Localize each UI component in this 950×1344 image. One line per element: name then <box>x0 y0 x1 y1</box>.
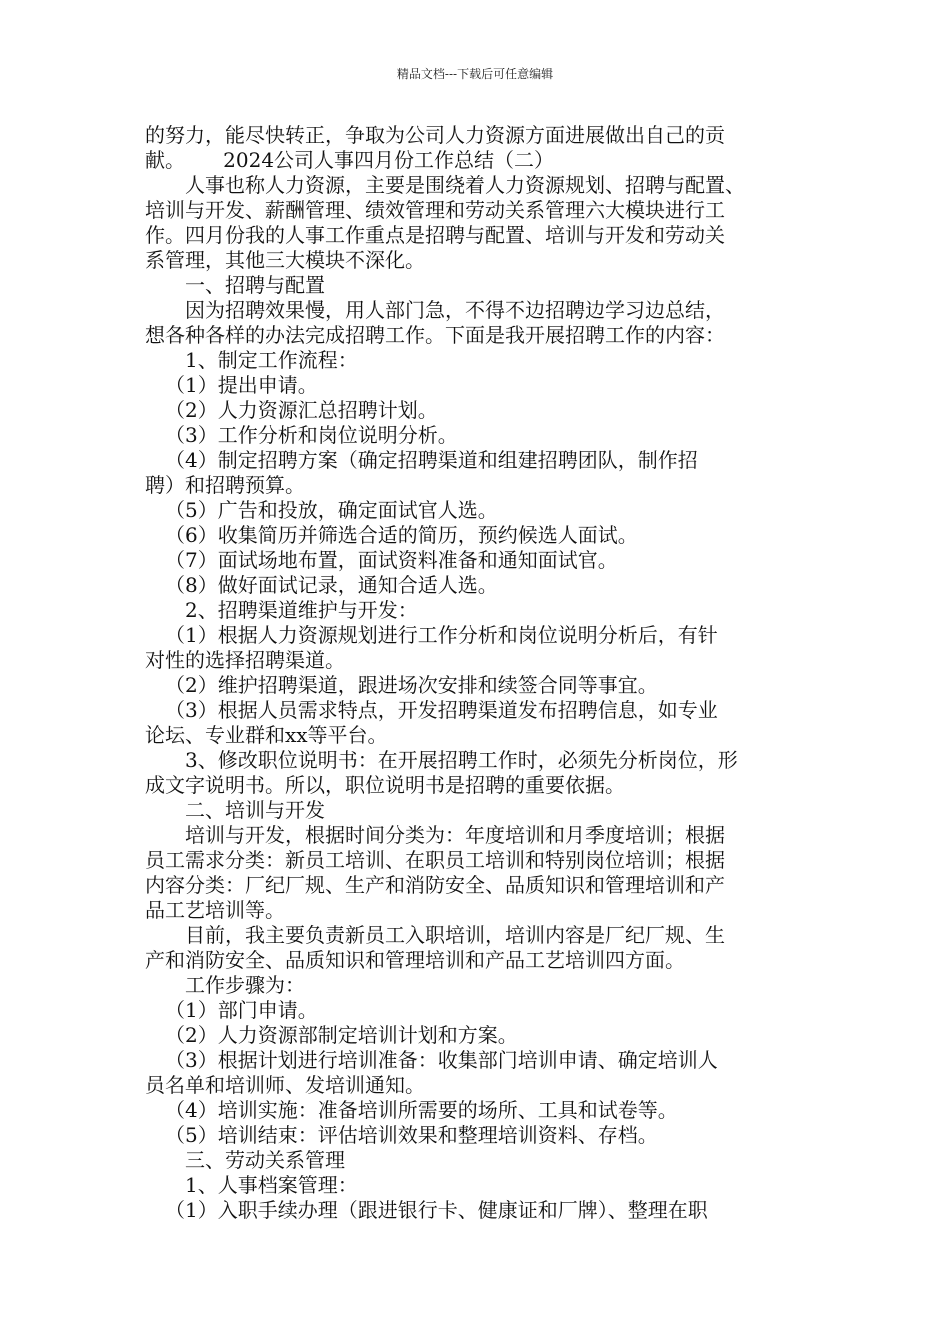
text-line: （8）做好面试记录，通知合适人选。 <box>165 573 498 597</box>
text-line: （1）提出申请。 <box>165 373 318 397</box>
text-line: 1、制定工作流程： <box>185 348 358 372</box>
text-line: （1）根据人力资源规划进行工作分析和岗位说明分析后，有针 <box>165 623 718 647</box>
text-line: 内容分类：厂纪厂规、生产和消防安全、品质知识和管理培训和产 <box>145 873 725 897</box>
text-line: 论坛、专业群和xx等平台。 <box>145 723 388 747</box>
text-line: 产和消防安全、品质知识和管理培训和产品工艺培训四方面。 <box>145 948 685 972</box>
text-line: （6）收集简历并筛选合适的简历，预约候选人面试。 <box>165 523 638 547</box>
text-line: 二、培训与开发 <box>185 798 325 822</box>
text-line: 员名单和培训师、发培训通知。 <box>145 1073 425 1097</box>
text-line: 3、修改职位说明书：在开展招聘工作时，必须先分析岗位，形 <box>185 748 738 772</box>
text-line: （4）制定招聘方案（确定招聘渠道和组建招聘团队，制作招 <box>165 448 698 472</box>
text-line: （4）培训实施：准备培训所需要的场所、工具和试卷等。 <box>165 1098 678 1122</box>
page-header: 精品文档---下载后可任意编辑 <box>396 67 554 81</box>
text-line: 员工需求分类：新员工培训、在职员工培训和特别岗位培训；根据 <box>145 848 725 872</box>
text-line: 一、招聘与配置 <box>185 273 325 297</box>
text-line: （1）入职手续办理（跟进银行卡、健康证和厂牌）、整理在职 <box>165 1198 708 1222</box>
text-line: 三、劳动关系管理 <box>185 1148 345 1172</box>
text-line: 人事也称人力资源，主要是围绕着人力资源规划、招聘与配置、 <box>185 173 745 197</box>
text-line: 培训与开发，根据时间分类为：年度培训和月季度培训；根据 <box>185 823 725 847</box>
text-line: （5）广告和投放，确定面试官人选。 <box>165 498 498 522</box>
text-line: 培训与开发、薪酬管理、绩效管理和劳动关系管理六大模块进行工 <box>145 198 725 222</box>
text-line: 2、招聘渠道维护与开发： <box>185 598 418 622</box>
text-line: （2）人力资源部制定培训计划和方案。 <box>165 1023 518 1047</box>
text-line: 成文字说明书。所以，职位说明书是招聘的重要依据。 <box>145 773 625 797</box>
text-line: （3）根据人员需求特点，开发招聘渠道发布招聘信息，如专业 <box>165 698 718 722</box>
text-line: 品工艺培训等。 <box>145 898 285 922</box>
text-line: 目前，我主要负责新员工入职培训，培训内容是厂纪厂规、生 <box>185 923 725 947</box>
text-line: 的努力，能尽快转正，争取为公司人力资源方面进展做出自己的贡 <box>145 123 725 147</box>
text-line: 聘）和招聘预算。 <box>145 473 305 497</box>
text-line: （2）人力资源汇总招聘计划。 <box>165 398 438 422</box>
text-line: 想各种各样的办法完成招聘工作。下面是我开展招聘工作的内容： <box>145 323 725 347</box>
text-line: 作。四月份我的人事工作重点是招聘与配置、培训与开发和劳动关 <box>145 223 725 247</box>
text-line: 对性的选择招聘渠道。 <box>145 648 345 672</box>
text-line: 献。 2024公司人事四月份工作总结（二） <box>145 148 555 172</box>
text-line: （2）维护招聘渠道，跟进场次安排和续签合同等事宜。 <box>165 673 658 697</box>
text-line: （3）根据计划进行培训准备：收集部门培训申请、确定培训人 <box>165 1048 718 1072</box>
text-line: 1、人事档案管理： <box>185 1173 358 1197</box>
text-line: （5）培训结束：评估培训效果和整理培训资料、存档。 <box>165 1123 658 1147</box>
document-body <box>145 123 810 1223</box>
text-line: 工作步骤为： <box>185 973 305 997</box>
text-line: （1）部门申请。 <box>165 998 318 1022</box>
text-line: （3）工作分析和岗位说明分析。 <box>165 423 458 447</box>
text-line: 因为招聘效果慢，用人部门急，不得不边招聘边学习边总结， <box>185 298 725 322</box>
text-line: （7）面试场地布置，面试资料准备和通知面试官。 <box>165 548 618 572</box>
text-line: 系管理，其他三大模块不深化。 <box>145 248 425 272</box>
